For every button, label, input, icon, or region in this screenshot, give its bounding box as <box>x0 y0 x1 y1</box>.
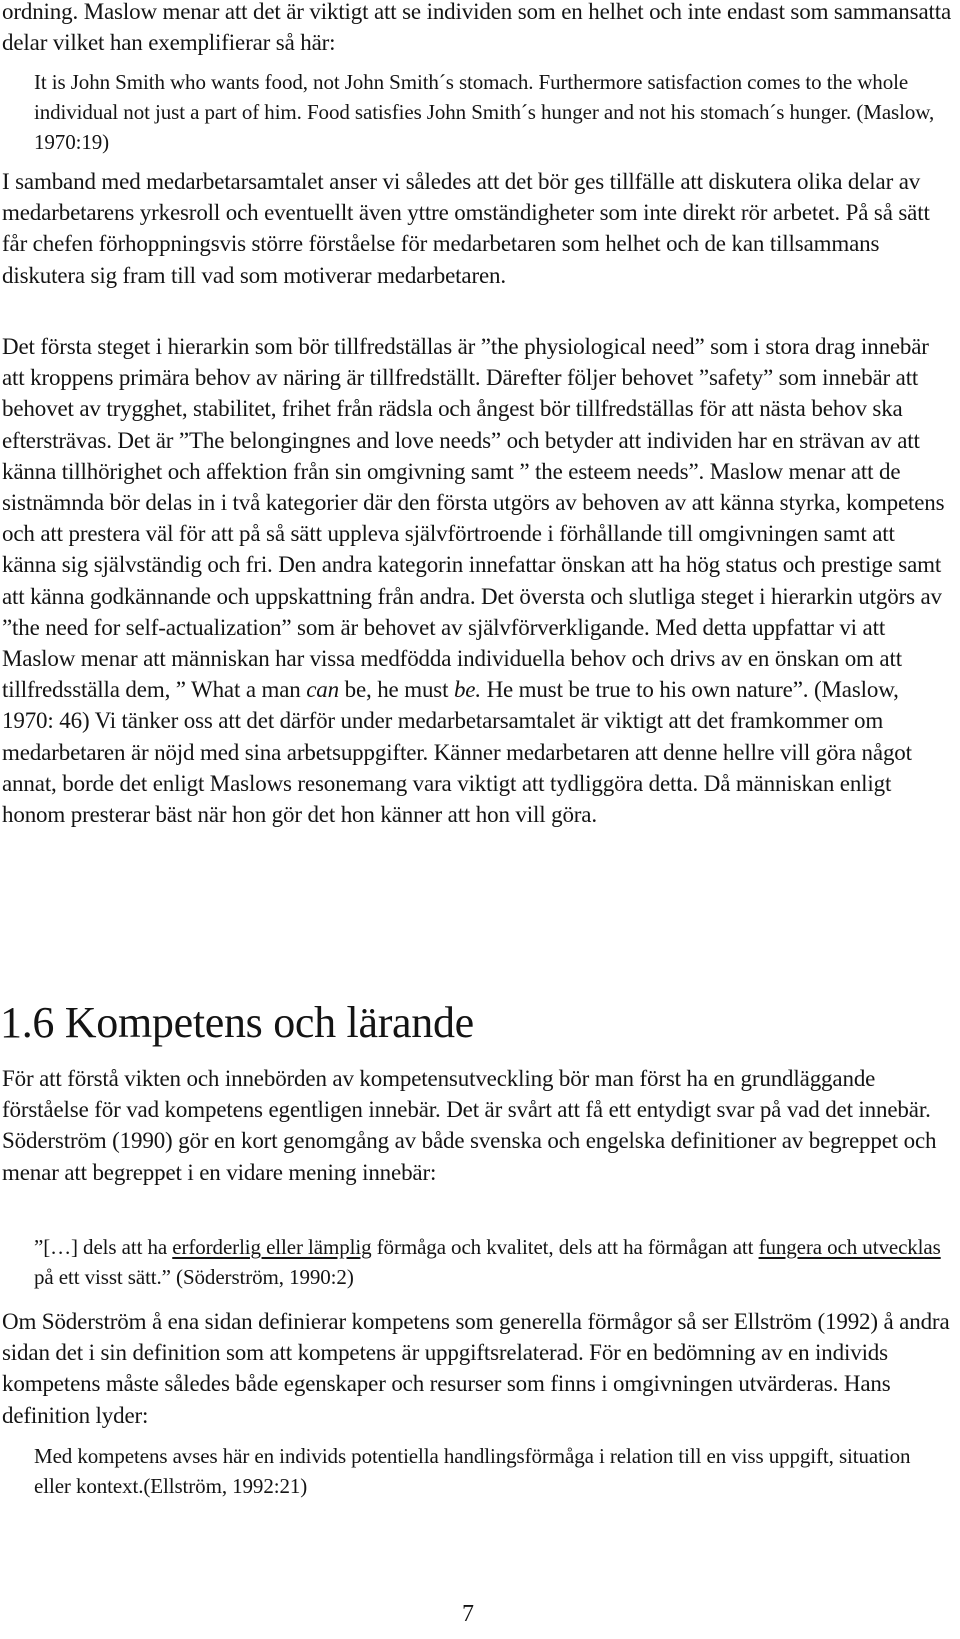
underlined-phrase-2: fungera och utvecklas <box>758 1235 941 1259</box>
paragraph-kompetens: För att förstå vikten och innebörden av kompetensutveckling bör man först ha en grundläggande förståelse för vad kompetens egentligen innebär. Det är svårt att få ett entydigt svar på vad det innebär. Söderström (1990) gör en kort genomgång av både svenska och engelska definitioner av begreppet och menar att begreppet i en vidare mening innebär: <box>2 1066 937 1185</box>
hierarchy-text-part1: Det första steget i hierarkin som bör tillfredställas är ”the physiological need” som i stora drag innebär att kroppens primära behov av näring är tillfredställt. Därefter följer behovet ”safety” som innebär att behovet av trygghet, stabilitet, frihet från rädsla och ångest bör tillfredställas för att nästa behov ska eftersträvas. Det är ”The belongingnes and love needs” och betyder att individen har en strävan av att känna tillhörighet och affektion från sin omgivning samt ” the esteem needs”. Maslow menar att de sistnämnda bör delas in i två kategorier där den första utgörs av behoven av att känna styrka, kompetens och att prestera väl för att på så sätt uppleva självförtroende i förhållande till omgivningen samt att känna sig självständig och fri. Den andra kategorin innefattar önskan att ha hög status och prestige samt att känna godkännande och uppskattning från andra. Det översta och slutliga steget i hierarkin utgörs av ”the need for self-actualization” som är behovet av självförverkligande. Med detta uppfattar vi att Maslow menar att människan har vissa medfödda individuella behov och drivs av en önskan om att tillfredsställa dem, ” What a man <box>2 334 945 703</box>
paragraph-samtal: I samband med medarbetarsamtalet anser vi således att det bör ges tillfälle att diskutera olika delar av medarbetarens yrkesroll och eventuellt även yttre omständigheter som inte direkt rör arbetet. På så sätt får chefen förhoppningsvis större förståelse för medarbetaren som helhet och de kan tillsammans diskutera sig fram till vad som motiverar medarbetaren. <box>2 169 930 288</box>
soderstrom-text-part3: på ett visst sätt.” (Söderström, 1990:2) <box>34 1265 354 1289</box>
paragraph-intro: ordning. Maslow menar att det är viktigt att se individen som en helhet och inte endast som sammansatta delar vilket han exemplifierar så här: <box>2 0 952 56</box>
page-number: 7 <box>462 1601 474 1627</box>
quote-ellstrom: Med kompetens avses här en individs potentiella handlingsförmåga i relation till en viss uppgift, situation eller kontext.(Ellström, 1992:21) <box>34 1444 911 1498</box>
section-heading: 1.6 Kompetens och lärande <box>0 998 474 1047</box>
underlined-phrase-1: erforderlig eller lämplig <box>172 1235 372 1259</box>
hierarchy-text-part2: be, he must <box>339 677 454 703</box>
italic-can: can <box>306 677 339 703</box>
hierarchy-text-part3: He must be true to his own nature”. (Maslow, 1970: 46) Vi tänker oss att det därför under medarbetarsamtalet är viktigt att det framkommer om medarbetaren är nöjd med sina arbetsuppgifter. Känner medarbetaren att denne hellre vill göra något annat, borde det enligt Maslows resonemang vara viktigt att tydliggöra detta. Då människan enligt honom presterar bäst när hon gör det hon känner att hon vill göra. <box>2 677 912 828</box>
paragraph-ellstrom: Om Söderström å ena sidan definierar kompetens som generella förmågor så ser Ellström (1992) å andra sidan det i sin definition som att kompetens är uppgiftsrelaterad. För en bedömning av en individs kompetens måste således både egenskaper och resurser som finns i omgivningen utvärderas. Hans definition lyder: <box>2 1309 950 1428</box>
quote-soderstrom <box>34 1232 944 1292</box>
quote-maslow: It is John Smith who wants food, not John Smith´s stomach. Furthermore satisfaction comes to the whole individual not just a part of him. Food satisfies John Smith´s hunger and not his stomach´s hunger. (Maslow, 1970:19) <box>34 70 935 154</box>
soderstrom-text-part1: ”[…] dels att ha <box>34 1235 173 1259</box>
italic-be: be. <box>453 677 481 703</box>
paragraph-hierarchy <box>2 331 952 830</box>
soderstrom-text-part2: förmåga och kvalitet, dels att ha förmågan att <box>371 1235 759 1259</box>
